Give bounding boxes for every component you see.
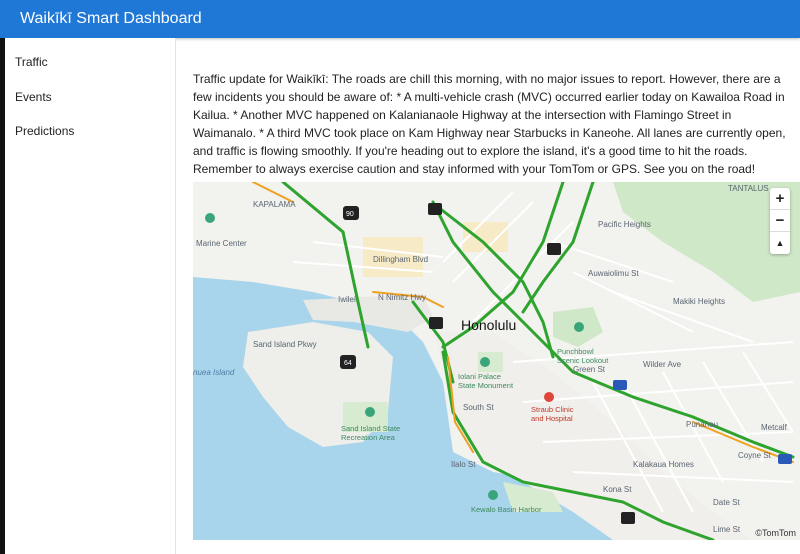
map-label-punchbowl-2: Scenic Lookout — [557, 356, 609, 365]
map-label-honolulu: Honolulu — [461, 317, 517, 333]
map-label-kona: Kona St — [603, 485, 632, 494]
map-label-wilder: Wilder Ave — [643, 360, 682, 369]
map-label-punchbowl: Punchbowl — [557, 347, 594, 356]
map-label-metcalf: Metcalf — [761, 423, 787, 432]
map-label-iolani: Iolani Palace — [458, 372, 501, 381]
straub-hospital-icon — [544, 392, 554, 402]
map-label-sand-island-park-2: Recreation Area — [341, 433, 395, 442]
map-label-sand-island-pkwy: Sand Island Pkwy — [253, 340, 317, 349]
main-content — [177, 38, 800, 554]
map-label-auwaiolimu: Auwaiolimu St — [588, 269, 639, 278]
sidebar-item-events[interactable]: Events — [15, 89, 52, 104]
map-label-iolani-2: State Monument — [458, 381, 514, 390]
kewalo-harbor-icon — [488, 490, 498, 500]
map-label-straub-2: and Hospital — [531, 414, 573, 423]
zoom-in-button[interactable]: + — [770, 188, 790, 210]
map-label-makiki-heights: Makiki Heights — [673, 297, 726, 306]
punchbowl-icon — [574, 322, 584, 332]
app-title: Waikīkī Smart Dashboard — [20, 10, 202, 27]
traffic-map[interactable] — [193, 182, 800, 540]
map-label-tantalus: TANTALUS — [728, 184, 769, 193]
map-label-kalakaua-homes: Kalakaua Homes — [633, 460, 694, 469]
hwy-90-label: 90 — [346, 211, 354, 218]
map-label-green-st: Green St — [573, 365, 606, 374]
traffic-summary: Traffic update for Waikīkī: The roads are chill this morning, with no major issues to report. However, there are a few incidents you should be aware of: * A multi-vehicle crash (MVC) occurred earlier today on Kawailoa Road in Kailua. * Another MVC happened on Kalanianaole Highway at the intersection with Flamingo Street in Waimanalo. * A third MVC took place on Kam Highway near Starbucks in Kaneohe. All lanes are currently open, and traffic is flowing smoothly. If you're heading out to explore the island, it's a good time to hit the roads. Remember to always exercise caution and stay informed with your TomTom or GPS. See you on the road! — [193, 72, 786, 176]
map-label-pacific-heights: Pacific Heights — [598, 220, 651, 229]
map-label-south-st: South St — [463, 403, 494, 412]
industrial-area-2 — [463, 222, 508, 252]
map-label-iwilei: Iwilei — [338, 295, 356, 304]
compass-button[interactable]: ▲ — [775, 238, 785, 248]
map-label-sand-island: nuea Island — [193, 368, 235, 377]
map-label-lime: Lime St — [713, 525, 741, 534]
map-canvas — [193, 182, 800, 540]
map-copyright: ©TomTom — [755, 528, 796, 538]
zoom-out-button[interactable]: − — [770, 210, 790, 232]
sidebar — [5, 38, 176, 554]
map-label-nimitz: N Nimitz Hwy — [378, 293, 426, 302]
hwy-64-label: 64 — [344, 360, 352, 367]
map-label-straub: Straub Clinic — [531, 405, 574, 414]
marine-center-icon — [205, 213, 215, 223]
map-label-punahou: Punahou — [686, 420, 719, 429]
map-label-kewalo: Kewalo Basin Harbor — [471, 505, 542, 514]
map-label-marine-center: Marine Center — [196, 239, 247, 248]
layout — [0, 38, 800, 554]
map-label-date-st: Date St — [713, 498, 740, 507]
map-zoom-control — [770, 188, 790, 254]
iolani-icon — [480, 357, 490, 367]
map-label-kapalama: KAPALAMA — [253, 200, 296, 209]
sand-island-park-icon — [365, 407, 375, 417]
map-label-sand-island-park: Sand Island State — [341, 424, 401, 433]
app-header — [0, 0, 800, 38]
sidebar-item-traffic[interactable]: Traffic — [15, 55, 48, 69]
map-label-ilalo: Ilalo St — [451, 460, 476, 469]
map-label-coyne: Coyne St — [738, 451, 771, 460]
sidebar-item-predictions[interactable]: Predictions — [15, 124, 75, 138]
map-label-dillingham: Dillingham Blvd — [373, 255, 429, 264]
